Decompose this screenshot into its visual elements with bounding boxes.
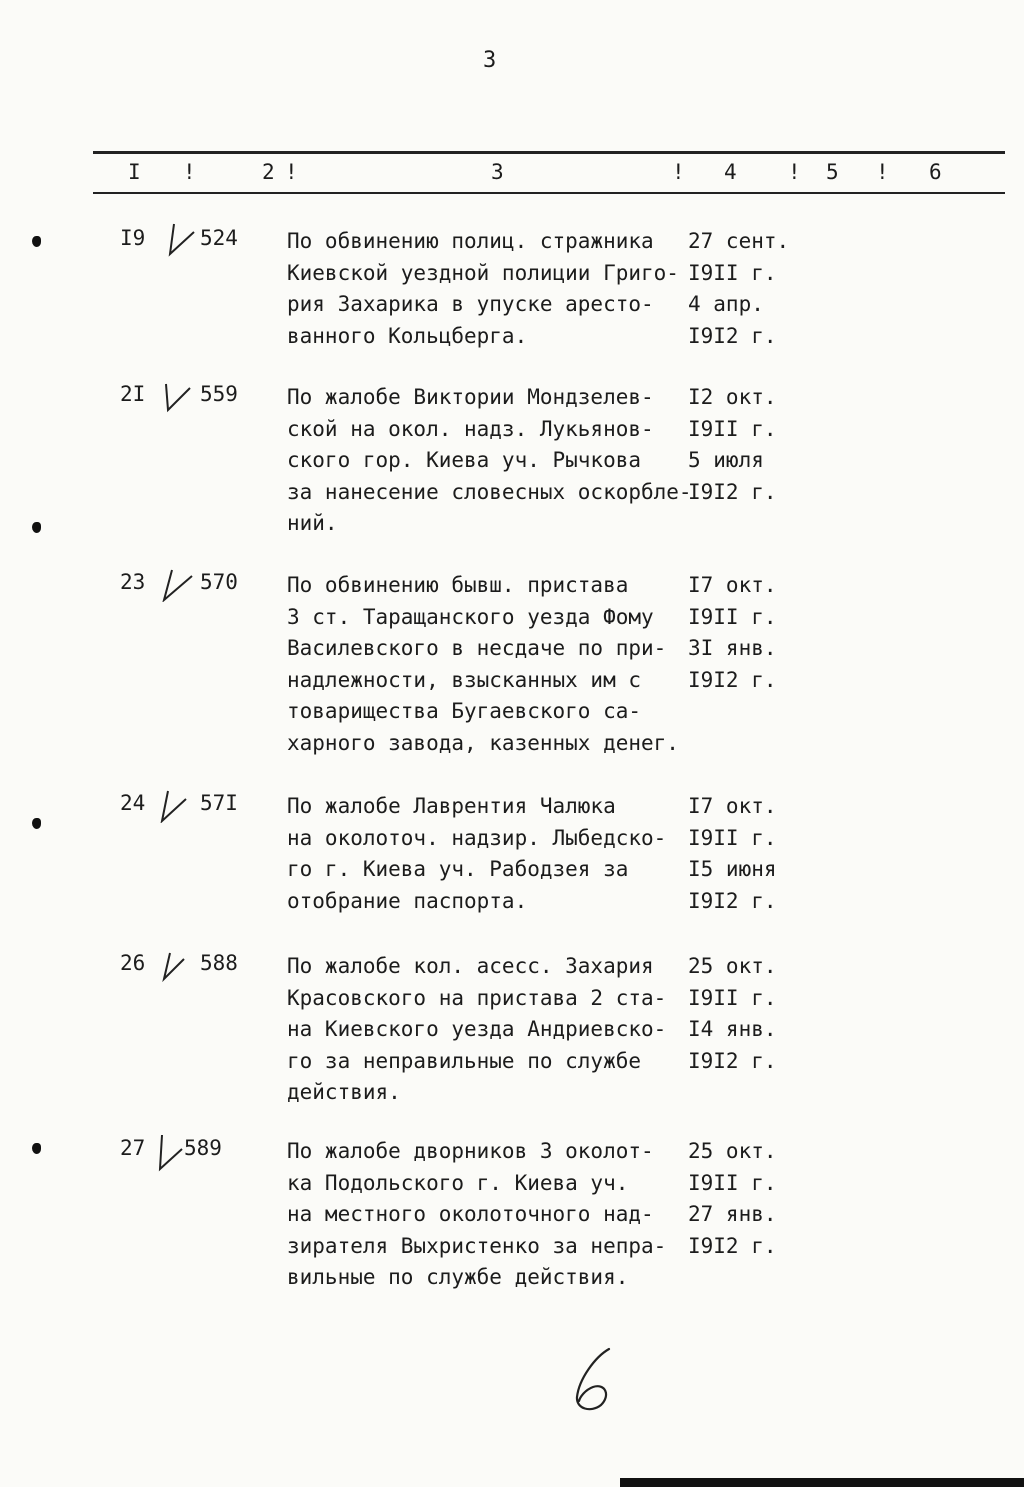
- header-col6: 6: [929, 160, 942, 184]
- header-col5: 5: [826, 160, 839, 184]
- entry-code: 588: [200, 951, 238, 975]
- date-line: 27 сент.: [688, 229, 790, 253]
- desc-line: Красовского на пристава 2 ста-: [287, 985, 667, 1010]
- handwritten-folio-number: [565, 1345, 625, 1415]
- desc-line: Киевской уездной полиции Григо-: [287, 260, 679, 285]
- date-line: I9I2 г.: [688, 1048, 777, 1073]
- desc-line: 3 ст. Таращанского уезда Фому: [287, 604, 654, 629]
- desc-line: на околоточ. надзир. Лыбедско-: [287, 825, 667, 850]
- desc-line: ка Подольского г. Киева уч.: [287, 1170, 629, 1195]
- date-line: I9I2 г.: [688, 323, 777, 348]
- entry-number: 2I: [120, 382, 146, 406]
- desc-line: товарищества Бугаевского са-: [287, 699, 642, 724]
- desc-line: ской на окол. надз. Лукьянов-: [287, 416, 654, 441]
- header-sep1: !: [183, 160, 196, 184]
- desc-line: надлежности, взысканных им с: [287, 667, 642, 692]
- desc-line: отобрание паспорта.: [287, 888, 528, 913]
- date-line: I7 окт.: [688, 573, 777, 597]
- desc-line: вильные по службе действия.: [287, 1265, 629, 1290]
- desc-line: го за неправильные по службе: [287, 1048, 642, 1073]
- desc-line: го г. Киева уч. Рабодзея за: [287, 857, 629, 882]
- entry-description: [287, 226, 687, 352]
- desc-line: рия Захарика в упуске аресто-: [287, 292, 654, 317]
- header-col3: 3: [491, 160, 504, 184]
- entry-dates: [688, 570, 808, 696]
- scan-edge: [620, 1478, 1024, 1487]
- checkmark-icon: [158, 787, 198, 823]
- header-sep4: !: [788, 160, 801, 184]
- date-line: I9I2 г.: [688, 479, 777, 504]
- date-line: I9I2 г.: [688, 1233, 777, 1258]
- desc-line: ний.: [287, 511, 338, 536]
- date-line: 25 окт.: [688, 954, 777, 978]
- desc-line: действия.: [287, 1080, 401, 1105]
- date-line: 27 янв.: [688, 1202, 777, 1227]
- header-sep5: !: [876, 160, 889, 184]
- date-line: 5 июля: [688, 448, 764, 473]
- entry-number: I9: [120, 226, 146, 250]
- table-rule-bottom: [93, 192, 1005, 194]
- entry-number: 23: [120, 570, 146, 594]
- checkmark-icon: [158, 378, 198, 414]
- desc-line: на местного околоточного над-: [287, 1202, 654, 1227]
- table-rule-top: [93, 151, 1005, 154]
- entry-code: 57I: [200, 791, 238, 815]
- header-col1: I: [128, 160, 141, 184]
- date-line: I9I2 г.: [688, 888, 777, 913]
- date-line: I5 июня: [688, 857, 777, 882]
- header-col2: 2: [262, 160, 275, 184]
- header-sep2: !: [285, 160, 298, 184]
- header-col4: 4: [724, 160, 737, 184]
- desc-line: Василевского в несдаче по при-: [287, 636, 667, 661]
- entry-dates: [688, 226, 808, 352]
- checkmark-icon: [158, 947, 198, 983]
- entry-code: 589: [184, 1136, 222, 1160]
- checkmark-icon: [158, 566, 198, 602]
- desc-line: По жалобе кол. асесс. Захария: [287, 954, 654, 978]
- margin-mark: [32, 818, 41, 829]
- desc-line: По жалобе Лаврентия Чалюка: [287, 794, 616, 818]
- entry-code: 524: [200, 226, 238, 250]
- date-line: I9I2 г.: [688, 667, 777, 692]
- date-line: I9II г.: [688, 416, 777, 441]
- entry-dates: [688, 1136, 808, 1262]
- desc-line: По обвинению бывш. пристава: [287, 573, 629, 597]
- entry-code: 570: [200, 570, 238, 594]
- desc-line: ванного Кольцберга.: [287, 323, 528, 348]
- desc-line: По обвинению полиц. стражника: [287, 229, 654, 253]
- date-line: I7 окт.: [688, 794, 777, 818]
- entry-code: 559: [200, 382, 238, 406]
- entry-number: 27: [120, 1136, 146, 1160]
- desc-line: По жалобе Виктории Мондзелев-: [287, 385, 654, 409]
- margin-mark: [32, 1143, 41, 1154]
- checkmark-icon: [158, 222, 198, 258]
- entry-dates: [688, 382, 808, 508]
- entry-dates: [688, 951, 808, 1077]
- date-line: I9II г.: [688, 985, 777, 1010]
- desc-line: за нанесение словесных оскорбле-: [287, 479, 692, 504]
- margin-mark: [32, 522, 41, 533]
- date-line: I2 окт.: [688, 385, 777, 409]
- header-sep3: !: [672, 160, 685, 184]
- entry-number: 26: [120, 951, 146, 975]
- desc-line: зирателя Выхристенко за непра-: [287, 1233, 667, 1258]
- date-line: I9II г.: [688, 825, 777, 850]
- entry-number: 24: [120, 791, 146, 815]
- desc-line: По жалобе дворников 3 околот-: [287, 1139, 654, 1163]
- entry-description: [287, 382, 692, 540]
- entry-description: [287, 951, 687, 1109]
- date-line: 25 окт.: [688, 1139, 777, 1163]
- date-line: I9II г.: [688, 1170, 777, 1195]
- entry-description: [287, 791, 687, 917]
- date-line: 4 апр.: [688, 292, 764, 317]
- date-line: I9II г.: [688, 260, 777, 285]
- entry-description: [287, 1136, 687, 1294]
- desc-line: на Киевского уезда Андриевско-: [287, 1017, 667, 1042]
- date-line: I4 янв.: [688, 1017, 777, 1042]
- desc-line: ского гор. Киева уч. Рычкова: [287, 448, 642, 473]
- date-line: I9II г.: [688, 604, 777, 629]
- desc-line: харного завода, казенных денег.: [287, 730, 679, 755]
- entry-dates: [688, 791, 808, 917]
- date-line: 3I янв.: [688, 636, 777, 661]
- entry-description: [287, 570, 687, 760]
- page-number: 3: [483, 48, 497, 73]
- margin-mark: [32, 236, 41, 247]
